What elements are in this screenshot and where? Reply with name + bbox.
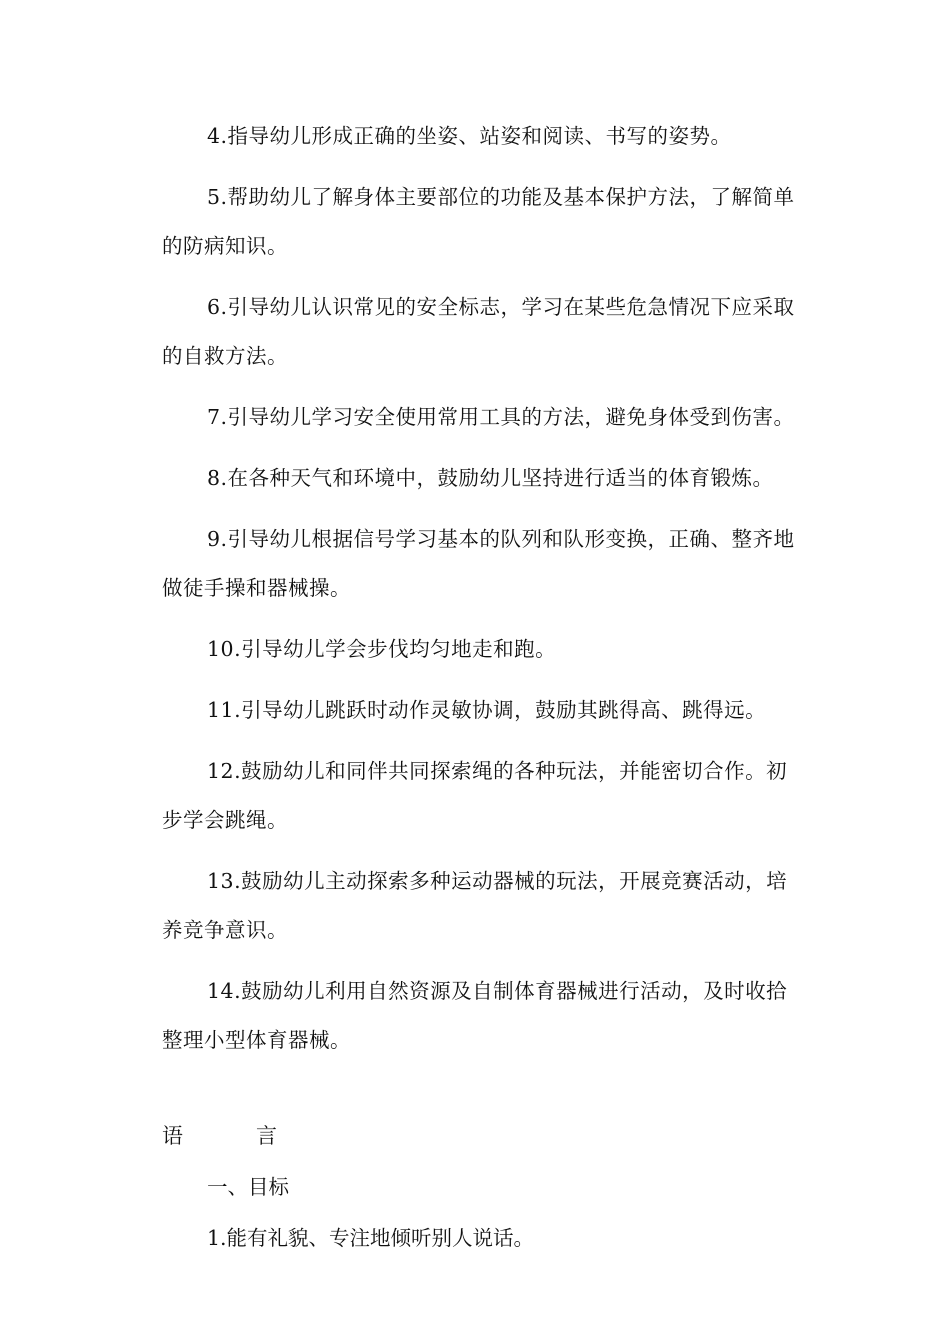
list-item: 14.鼓励幼儿利用自然资源及自制体育器械进行活动，及时收拾整理小型体育器械。: [162, 979, 788, 1052]
document-body: [162, 112, 802, 1265]
list-item: 9.引导幼儿根据信号学习基本的队列和队形变换，正确、整齐地做徒手操和器械操。: [162, 527, 795, 600]
list-item: 7.引导幼儿学习安全使用常用工具的方法，避免身体受到伤害。: [207, 405, 795, 429]
sub-heading: 一、目标: [207, 1175, 289, 1199]
list-item: 4.指导幼儿形成正确的坐姿、站姿和阅读、书写的姿势。: [207, 124, 732, 148]
list-item: 10.引导幼儿学会步伐均匀地走和跑。: [207, 637, 557, 661]
section-heading-char-1: 语: [162, 1124, 183, 1148]
list-item: 5.帮助幼儿了解身体主要部位的功能及基本保护方法，了解简单的防病知识。: [162, 185, 795, 258]
list-item: 12.鼓励幼儿和同伴共同探索绳的各种玩法，并能密切合作。初步学会跳绳。: [162, 759, 788, 832]
section-heading-char-2: 言: [256, 1124, 277, 1148]
section-heading: [162, 1112, 802, 1161]
list-item: 6.引导幼儿认识常见的安全标志，学习在某些危急情况下应采取的自救方法。: [162, 295, 795, 368]
list-item: 1.能有礼貌、专注地倾听别人说话。: [207, 1226, 535, 1250]
list-item: 11.引导幼儿跳跃时动作灵敏协调，鼓励其跳得高、跳得远。: [207, 698, 767, 722]
list-item: 13.鼓励幼儿主动探索多种运动器械的玩法，开展竞赛活动，培养竞争意识。: [162, 869, 788, 942]
list-item: 8.在各种天气和环境中，鼓励幼儿坚持进行适当的体育锻炼。: [207, 466, 774, 490]
